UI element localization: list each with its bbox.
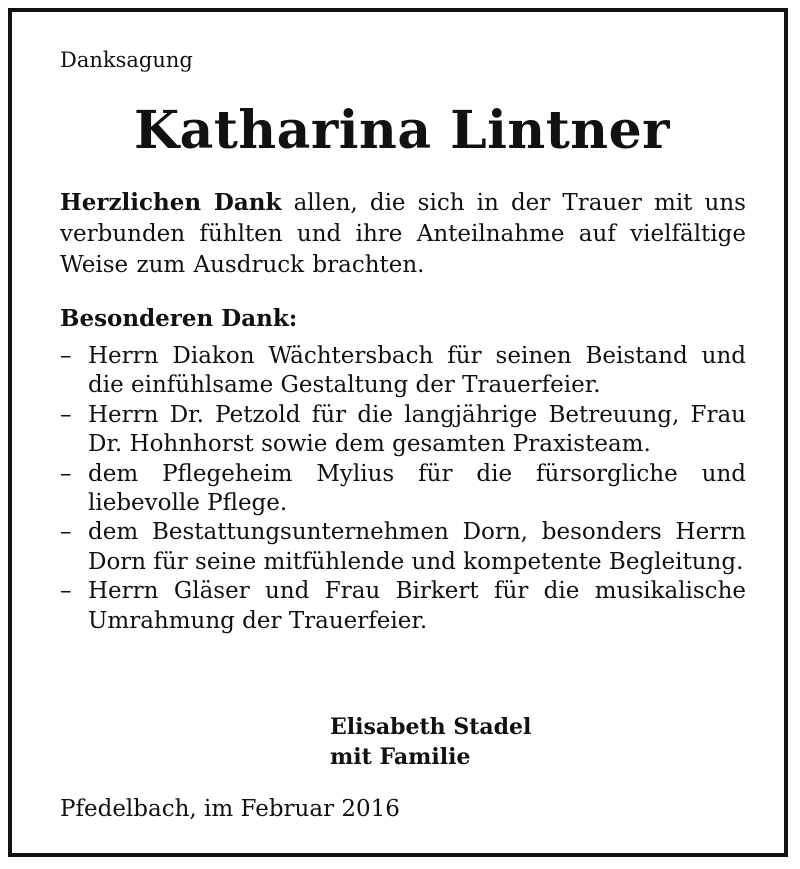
thanks-item: [60, 460, 746, 519]
list-dash: –: [60, 519, 72, 546]
thanks-item-text: dem Pflegeheim Mylius für die fürsorgliche und liebevolle Pflege.: [88, 460, 746, 517]
list-dash: –: [60, 460, 72, 487]
signature: [330, 712, 531, 772]
thanks-item: [60, 577, 746, 636]
list-dash: –: [60, 343, 72, 369]
thanks-item-text: Herrn Gläser und Frau Birkert für die musikalische Umrahmung der Trauerfeier.: [88, 578, 746, 634]
thanks-item-text: Herrn Dr. Petzold für die langjährige Betreuung, Frau Dr. Hohnhorst sowie dem gesamten Praxisteam.: [88, 401, 746, 458]
thanks-list: [60, 342, 746, 636]
place-date: Pfedelbach, im Februar 2016: [60, 796, 400, 822]
deceased-name: Katharina Lintner: [133, 100, 671, 161]
intro-paragraph: [60, 187, 746, 281]
list-dash: –: [60, 578, 72, 605]
thanks-item: [60, 342, 746, 401]
list-dash: –: [60, 401, 72, 428]
thanks-item: [60, 401, 746, 460]
obituary-notice: [8, 8, 788, 857]
thanks-item-text: dem Bestattungsunternehmen Dorn, besonders Herrn Dorn für seine mitfühlende und kompetente Begleitung.: [88, 519, 746, 575]
thanks-item: [60, 518, 746, 577]
notice-label: Danksagung: [60, 48, 193, 72]
thanks-item-text: Herrn Diakon Wächtersbach für seinen Beistand und die einfühlsame Gestaltung der Trauerfeier.: [88, 343, 746, 399]
signature-family: mit Familie: [330, 744, 471, 770]
signature-name: Elisabeth Stadel: [330, 714, 532, 740]
intro-text: allen, die sich in der Trauer mit uns verbunden fühlten und ihre Anteilnahme auf vielfältige Weise zum Ausdruck brachten.: [60, 190, 746, 278]
intro-bold-text: Herzlichen Dank: [60, 189, 282, 216]
special-thanks-heading: Besonderen Dank:: [60, 305, 298, 332]
